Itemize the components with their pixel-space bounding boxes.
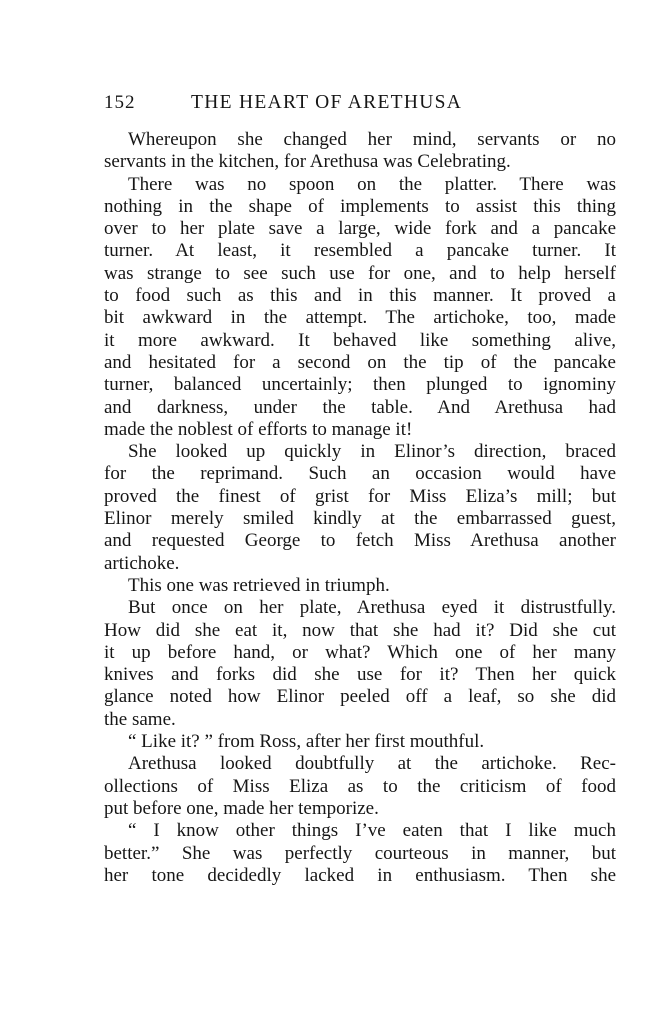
text-line: made the noblest of efforts to manage it! [104, 418, 413, 440]
text-line: ollections of Miss Eliza as to the criticism of food [104, 775, 616, 797]
body-text [104, 129, 616, 887]
running-title: THE HEART OF ARETHUSA [191, 92, 463, 113]
text-line: was strange to see such use for one, and to help herself [104, 262, 616, 284]
text-line: nothing in the shape of implements to assist this thing [104, 195, 616, 217]
text-line: better.” She was perfectly courteous in manner, but [104, 842, 616, 864]
text-line: for the reprimand. Such an occasion would have [104, 463, 616, 485]
page-header [104, 90, 616, 116]
text-line: and darkness, under the table. And Arethusa had [104, 396, 616, 418]
text-line: and requested George to fetch Miss Arethusa another [104, 530, 616, 552]
text-line: the same. [104, 708, 176, 730]
text-line: artichoke. [104, 552, 180, 574]
text-line: glance noted how Elinor peeled off a leaf, so she did [104, 686, 616, 708]
text-line: put before one, made her temporize. [104, 797, 379, 819]
text-line: knives and forks did she use for it? Then her quick [104, 664, 616, 686]
text-line: She looked up quickly in Elinor’s direction, braced [128, 441, 616, 463]
page-number: 152 [104, 92, 136, 113]
text-line: her tone decidedly lacked in enthusiasm. Then she [104, 864, 616, 886]
text-line: How did she eat it, now that she had it? Did she cut [104, 619, 616, 641]
text-line: bit awkward in the attempt. The artichoke, too, made [104, 307, 616, 329]
text-line: to food such as this and in this manner. It proved a [104, 285, 616, 307]
text-line: This one was retrieved in triumph. [128, 574, 390, 596]
text-line: and hesitated for a second on the tip of the pancake [104, 351, 616, 373]
text-line: turner, balanced uncertainly; then plunged to ignominy [104, 374, 616, 396]
text-line: servants in the kitchen, for Arethusa was Celebrating. [104, 151, 511, 173]
text-line: “ I know other things I’ve eaten that I like much [128, 820, 616, 842]
text-line: it up before hand, or what? Which one of her many [104, 641, 616, 663]
text-line: There was no spoon on the platter. There was [128, 173, 616, 195]
text-line: Arethusa looked doubtfully at the artichoke. Rec- [128, 753, 616, 775]
text-line: proved the finest of grist for Miss Eliza’s mill; but [104, 485, 616, 507]
text-line: turner. At least, it resembled a pancake turner. It [104, 240, 616, 262]
text-line: Elinor merely smiled kindly at the embarrassed guest, [104, 508, 616, 530]
text-line: it more awkward. It behaved like something alive, [104, 329, 616, 351]
text-line: But once on her plate, Arethusa eyed it distrustfully. [128, 597, 616, 619]
text-line: Whereupon she changed her mind, servants or no [128, 129, 616, 150]
text-line: “ Like it? ” from Ross, after her first mouthful. [128, 731, 485, 753]
text-line: over to her plate save a large, wide fork and a pancake [104, 218, 616, 240]
